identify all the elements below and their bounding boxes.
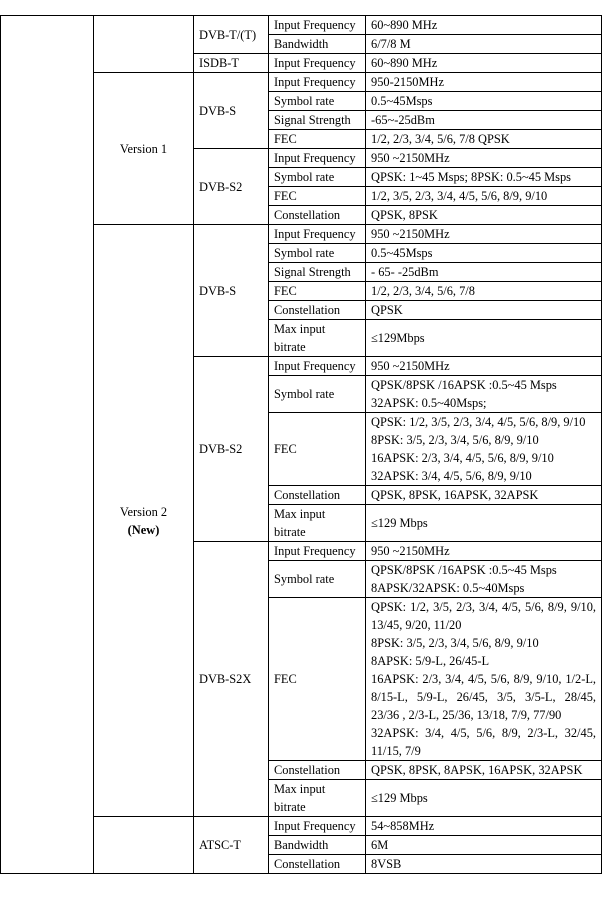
- parameter-cell: Constellation: [269, 855, 366, 874]
- value-cell: [366, 376, 602, 413]
- parameter-cell: Constellation: [269, 301, 366, 320]
- parameter-cell: Input Frequency: [269, 225, 366, 244]
- parameter-cell: Constellation: [269, 206, 366, 225]
- value-cell: [366, 73, 602, 92]
- standard-cell: ISDB-T: [194, 54, 269, 73]
- value-line: 8VSB: [371, 857, 402, 871]
- value-line: 6/7/8 M: [371, 37, 411, 51]
- value-line: 950 ~2150MHz: [371, 359, 450, 373]
- parameter-cell: Max input bitrate: [269, 780, 366, 817]
- value-line: 60~890 MHz: [371, 56, 438, 70]
- value-line: QPSK, 8PSK, 16APSK, 32APSK: [371, 488, 539, 502]
- value-cell: [366, 130, 602, 149]
- spec-table: [0, 15, 602, 874]
- standard-cell: DVB-S2: [194, 357, 269, 542]
- parameter-cell: Bandwidth: [269, 836, 366, 855]
- standard-cell: DVB-S: [194, 225, 269, 357]
- value-line: 32APSK: 3/4, 4/5, 5/6, 8/9, 9/10: [371, 469, 532, 483]
- standard-cell: DVB-T/(T): [194, 16, 269, 54]
- parameter-cell: Input Frequency: [269, 73, 366, 92]
- parameter-cell: Signal Strength: [269, 111, 366, 130]
- value-cell: [366, 780, 602, 817]
- value-cell: [366, 301, 602, 320]
- parameter-cell: FEC: [269, 130, 366, 149]
- value-line: - 65- -25dBm: [371, 265, 439, 279]
- value-line: 1/2, 2/3, 3/4, 5/6, 7/8 QPSK: [371, 132, 510, 146]
- value-line: 8PSK: 3/5, 2/3, 3/4, 5/6, 8/9, 9/10: [371, 636, 539, 650]
- version-sub-label: (New): [127, 522, 160, 537]
- value-line: 54~858MHz: [371, 819, 435, 833]
- value-cell: [366, 320, 602, 357]
- value-line: 32APSK: 3/4, 4/5, 5/6, 8/9, 2/3-L, 32/45, 11/15, 7/9: [371, 726, 596, 758]
- value-line: 0.5~45Msps: [371, 94, 433, 108]
- parameter-cell: Input Frequency: [269, 817, 366, 836]
- value-cell: [366, 761, 602, 780]
- parameter-cell: Input Frequency: [269, 542, 366, 561]
- parameter-cell: FEC: [269, 413, 366, 486]
- parameter-cell: Bandwidth: [269, 35, 366, 54]
- value-line: QPSK: 1/2, 3/5, 2/3, 3/4, 4/5, 5/6, 8/9, 9/10: [371, 415, 586, 429]
- value-line: QPSK: [371, 303, 403, 317]
- version-cell: [94, 225, 194, 817]
- value-line: QPSK, 8PSK: [371, 208, 438, 222]
- value-line: 1/2, 2/3, 3/4, 5/6, 7/8: [371, 284, 475, 298]
- value-line: 950-2150MHz: [371, 75, 444, 89]
- value-line: 8APSK: 5/9-L, 26/45-L: [371, 654, 490, 668]
- version-label: Version 1: [119, 141, 168, 156]
- parameter-cell: FEC: [269, 598, 366, 761]
- version-cell: [94, 817, 194, 874]
- version-cell: [94, 16, 194, 73]
- value-line: 1/2, 3/5, 2/3, 3/4, 4/5, 5/6, 8/9, 9/10: [371, 189, 548, 203]
- value-cell: [366, 92, 602, 111]
- value-cell: [366, 35, 602, 54]
- parameter-cell: Max input bitrate: [269, 505, 366, 542]
- value-cell: [366, 111, 602, 130]
- value-line: QPSK/8PSK /16APSK :0.5~45 Msps: [371, 378, 557, 392]
- value-line: ≤129 Mbps: [371, 516, 428, 530]
- value-cell: [366, 244, 602, 263]
- parameter-cell: Symbol rate: [269, 244, 366, 263]
- spec-table-body: [1, 16, 602, 874]
- value-cell: [366, 168, 602, 187]
- parameter-cell: Input Frequency: [269, 357, 366, 376]
- value-line: 8APSK/32APSK: 0.5~40Msps: [371, 581, 525, 595]
- value-cell: [366, 54, 602, 73]
- table-row: [1, 16, 602, 35]
- value-cell: [366, 505, 602, 542]
- parameter-cell: Constellation: [269, 486, 366, 505]
- version-cell: [94, 73, 194, 225]
- category-cell: [1, 16, 94, 874]
- value-cell: [366, 149, 602, 168]
- parameter-cell: Symbol rate: [269, 92, 366, 111]
- parameter-cell: Symbol rate: [269, 168, 366, 187]
- standard-cell: ATSC-T: [194, 817, 269, 874]
- value-line: QPSK: 1/2, 3/5, 2/3, 3/4, 4/5, 5/6, 8/9, 9/10, 13/45, 9/20, 11/20: [371, 600, 596, 632]
- value-line: 16APSK: 2/3, 3/4, 4/5, 5/6, 8/9, 9/10: [371, 451, 554, 465]
- value-line: QPSK: 1~45 Msps; 8PSK: 0.5~45 Msps: [371, 170, 572, 184]
- value-line: 0.5~45Msps: [371, 246, 433, 260]
- parameter-cell: Input Frequency: [269, 16, 366, 35]
- parameter-cell: Symbol rate: [269, 376, 366, 413]
- value-line: QPSK/8PSK /16APSK :0.5~45 Msps: [371, 563, 557, 577]
- parameter-cell: Input Frequency: [269, 149, 366, 168]
- value-cell: [366, 263, 602, 282]
- value-line: -65~-25dBm: [371, 113, 435, 127]
- value-line: 950 ~2150MHz: [371, 544, 450, 558]
- value-line: 950 ~2150MHz: [371, 227, 450, 241]
- value-cell: [366, 817, 602, 836]
- value-line: ≤129Mbps: [371, 331, 425, 345]
- value-cell: [366, 16, 602, 35]
- parameter-cell: FEC: [269, 282, 366, 301]
- standard-cell: DVB-S2: [194, 149, 269, 225]
- parameter-cell: Signal Strength: [269, 263, 366, 282]
- value-cell: [366, 598, 602, 761]
- parameter-cell: Symbol rate: [269, 561, 366, 598]
- parameter-cell: FEC: [269, 187, 366, 206]
- value-line: QPSK, 8PSK, 8APSK, 16APSK, 32APSK: [371, 763, 583, 777]
- value-cell: [366, 187, 602, 206]
- value-line: 8PSK: 3/5, 2/3, 3/4, 5/6, 8/9, 9/10: [371, 433, 539, 447]
- value-line: ≤129 Mbps: [371, 791, 428, 805]
- value-line: 32APSK: 0.5~40Msps;: [371, 396, 487, 410]
- parameter-cell: Input Frequency: [269, 54, 366, 73]
- value-cell: [366, 282, 602, 301]
- value-cell: [366, 561, 602, 598]
- version-label: Version 2: [119, 504, 168, 519]
- value-line: 950 ~2150MHz: [371, 151, 450, 165]
- standard-cell: DVB-S2X: [194, 542, 269, 817]
- standard-cell: DVB-S: [194, 73, 269, 149]
- value-cell: [366, 357, 602, 376]
- value-cell: [366, 225, 602, 244]
- value-cell: [366, 542, 602, 561]
- value-cell: [366, 486, 602, 505]
- parameter-cell: Max input bitrate: [269, 320, 366, 357]
- parameter-cell: Constellation: [269, 761, 366, 780]
- value-line: 16APSK: 2/3, 3/4, 4/5, 5/6, 8/9, 9/10, 1/2-L, 8/15-L, 5/9-L, 26/45, 3/5, 3/5-L, 28/45, 23/36 , 2/3-L, 25/36, 13/18, 7/9, 77/90: [371, 672, 596, 722]
- value-line: 60~890 MHz: [371, 18, 438, 32]
- value-cell: [366, 413, 602, 486]
- value-line: 6M: [371, 838, 389, 852]
- value-cell: [366, 855, 602, 874]
- value-cell: [366, 836, 602, 855]
- value-cell: [366, 206, 602, 225]
